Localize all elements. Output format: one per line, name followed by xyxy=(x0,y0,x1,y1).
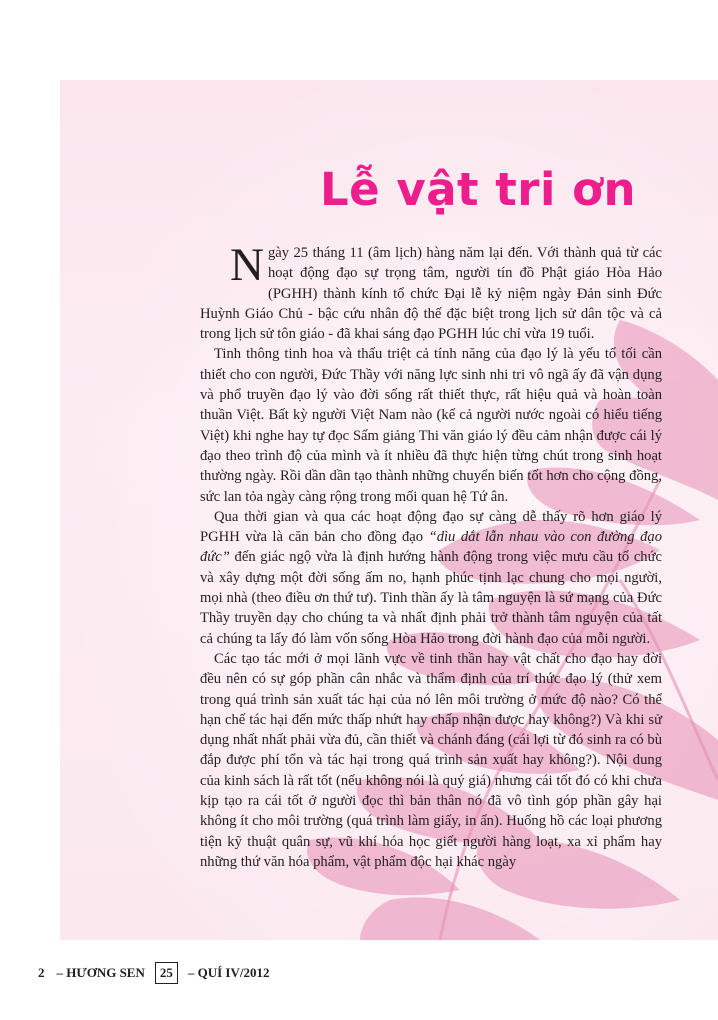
issue-number: 25 xyxy=(155,962,178,984)
page-number: 2 xyxy=(38,965,45,981)
magazine-name: – HƯƠNG SEN xyxy=(56,965,145,981)
paragraph-3-quote: “dìu dắt lẫn nhau vào con đường đạo đức” xyxy=(200,529,662,566)
paragraph-1-text: gày 25 tháng 11 (âm lịch) hàng năm lại đến. Với thành quả từ các hoạt động đạo sự trọng tâm, người tín đồ Phật giáo Hòa Hảo (PGHH) thành kính tổ chức Đại lễ kỷ niệm ngày Đản sinh Đức Huỳnh Giáo Chủ - bậc cứu nhân độ thế đặc biệt trong lịch sử dân tộc và cả trong lịch sử tôn giáo - đã khai sáng đạo PGHH lúc chỉ vừa 19 tuổi. xyxy=(200,245,662,343)
issue-quarter: – QUÍ IV/2012 xyxy=(187,965,270,981)
article-body xyxy=(200,239,662,872)
paragraph-1 xyxy=(200,239,662,344)
article-title: Lễ vật tri ơn xyxy=(320,163,636,216)
paragraph-3 xyxy=(200,507,662,649)
paragraph-4: Các tạo tác mới ở mọi lãnh vực về tinh thần hay vật chất cho đạo hay đời đều nên có sự góp phần cân nhắc và thẩm định của trí thức đạo lý (thử xem trong quá trình sản xuất tác hại của nó lên môi trường ở mức độ nào? Có thể hạn chế tác hại đến mức thấp nhứt hay chấp nhận được hay không?) Và khi sử dụng nhất nhất phải vừa đủ, cần thiết và chánh đáng (cái lợi từ đó sinh ra có bù đắp được phí tổn và tác hại trong quá trình sản xuất hay không?). Nội dung của kinh sách là rất tốt (nếu không nói là quý giá) nhưng cái tốt đó có khi chưa kịp tạo ra cái tốt ở người đọc thì bản thân nó đã vô tình góp phần gây hại không ít cho môi trường (quá trình làm giấy, in ấn). Huống hồ các loại phương tiện kỹ thuật quân sự, vũ khí hóa học giết người hàng loạt, xa xỉ phẩm hay những thứ văn hóa phẩm, vật phẩm độc hại khác ngày xyxy=(200,650,662,870)
paragraph-3-text-start: Qua thời gian và qua các hoạt động đạo sự càng dễ thấy rõ hơn giáo lý PGHH vừa là căn bản cho đồng đạo xyxy=(200,508,662,546)
paragraph-3-text-end: đến giác ngộ vừa là định hướng hành động trong việc mưu cầu tổ chức và xây dựng một đời sống ấm no, hạnh phúc tịnh lạc chung cho mọi người, mọi nhà (theo điều ơn thứ tư). Tinh thần ấy là tâm nguyện là sứ mạng của Đức Thầy truyền dạy cho chúng ta và nhất định phải trở thành tâm nguyện của tất cả chúng ta lấy đó làm vốn sống Hòa Hảo trong đời hành đạo của mỗi người. xyxy=(200,549,662,647)
drop-cap: N xyxy=(230,239,264,291)
paragraph-2: Tinh thông tinh hoa và thấu triệt cả tính năng của đạo lý là yếu tố tối cần thiết cho con người, Đức Thầy với năng lực sinh nhi tri vô ngã ấy đã vận dụng và phổ truyền đạo lý vào đời sống rất thiết thực, rất hiệu quả và hoàn toàn thuần Việt. Bất kỳ người Việt Nam nào (kể cả người nước ngoài có hiểu tiếng Việt) khi nghe hay tự đọc Sấm giảng Thi văn giáo lý đều cảm nhận được cái lý đạo theo trình độ của mình và ít nhiều đã thực hiện từng chút trong sinh hoạt thường ngày. Rồi dần dần tạo thành những chuyển biến tốt hơn cho cộng đồng, sức lan tỏa ngày càng rộng trong mối quan hệ Tứ ân. xyxy=(200,346,662,505)
page-footer xyxy=(38,960,269,984)
